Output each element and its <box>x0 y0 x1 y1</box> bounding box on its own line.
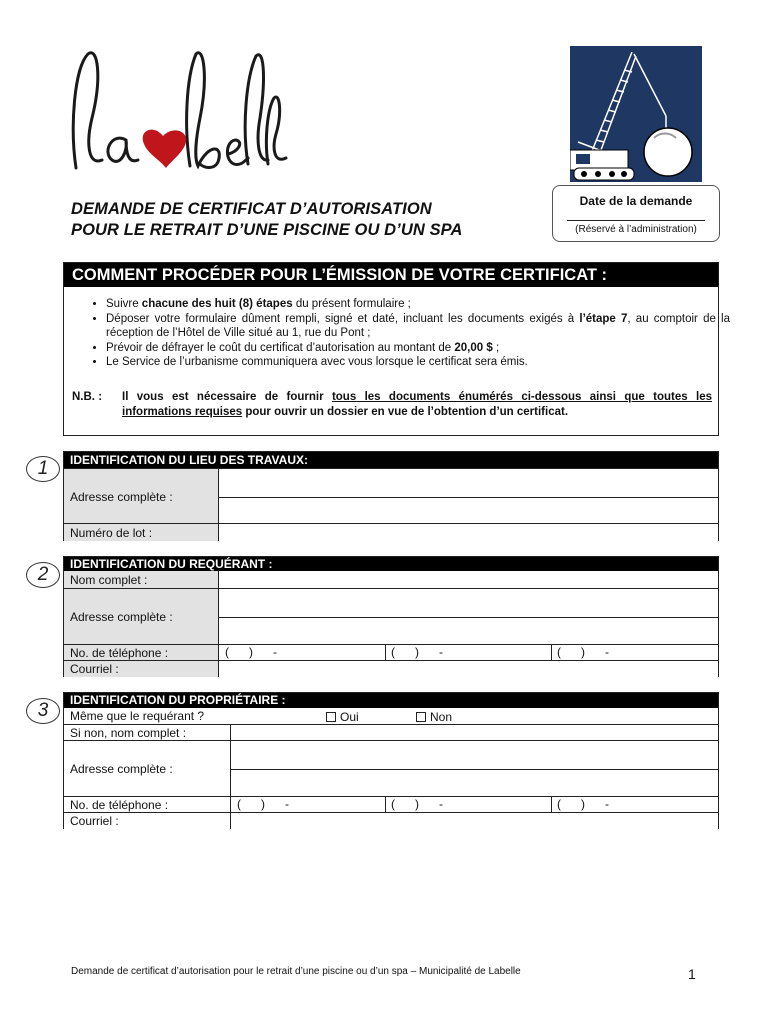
nb-label: N.B. : <box>72 391 103 403</box>
section-applicant <box>63 556 719 677</box>
owner-name-field[interactable] <box>231 725 718 741</box>
applicant-address-field[interactable] <box>219 589 718 645</box>
owner-name-label: Si non, nom complet : <box>64 725 231 741</box>
page-number: 1 <box>688 966 696 982</box>
lot-number-label: Numéro de lot : <box>64 524 219 541</box>
form-title-line1: DEMANDE DE CERTIFICAT D’AUTORISATION <box>71 200 432 218</box>
instructions-heading: COMMENT PROCÉDER POUR L’ÉMISSION DE VOTRE CERTIFICAT : <box>64 263 718 287</box>
section-2-heading: IDENTIFICATION DU REQUÉRANT : <box>64 557 718 571</box>
owner-phone-label: No. de téléphone : <box>64 797 231 813</box>
owner-address-field[interactable] <box>231 741 718 797</box>
date-request-label: Date de la demande <box>579 194 693 208</box>
applicant-phone-field[interactable] <box>219 645 718 661</box>
form-title-line2: POUR LE RETRAIT D’UNE PISCINE OU D’UN SPA <box>71 221 463 239</box>
section-owner <box>63 692 719 829</box>
phone-mask: ( ) - <box>225 645 277 659</box>
instruction-item: • Suivre chacune des huit (8) étapes du présent formulaire ; <box>106 297 730 312</box>
oui-checkbox[interactable]: Oui <box>326 710 359 724</box>
page-footer: Demande de certificat d’autorisation pour le retrait d’une piscine ou d’un spa – Municipalité de Labelle <box>71 966 521 977</box>
applicant-address-label: Adresse complète : <box>64 589 219 645</box>
instruction-item: • Prévoir de défrayer le coût du certificat d’autorisation au montant de 20,00 $ ; <box>106 341 730 356</box>
nb-note: N.B. : Il vous est nécessaire de fournir tous les documents énumérés ci-dessous ainsi que toutes les informations requises pour ouvrir un dossier en vue de l’obtention d’un certificat. <box>72 391 712 418</box>
checkbox-icon <box>416 712 426 722</box>
section-3-heading: IDENTIFICATION DU PROPRIÉTAIRE : <box>64 693 718 708</box>
applicant-email-field[interactable] <box>219 661 718 677</box>
checkbox-icon <box>326 712 336 722</box>
address-label: Adresse complète : <box>64 469 219 524</box>
owner-email-field[interactable] <box>231 813 718 829</box>
section-1-heading: IDENTIFICATION DU LIEU DES TRAVAUX: <box>64 452 718 468</box>
labelle-logo-art <box>68 48 290 178</box>
lot-number-field[interactable] <box>219 524 718 541</box>
owner-email-label: Courriel : <box>64 813 231 829</box>
owner-address-label: Adresse complète : <box>64 741 231 797</box>
instructions-box <box>63 262 731 436</box>
step-2-number: 2 <box>26 562 60 588</box>
work-address-field[interactable] <box>219 469 718 524</box>
applicant-name-field[interactable] <box>219 571 718 588</box>
applicant-email-label: Courriel : <box>64 661 219 677</box>
section-work-location <box>63 451 719 541</box>
phone-mask: ( ) - <box>391 645 443 659</box>
applicant-phone-label: No. de téléphone : <box>64 645 219 661</box>
instruction-item: • Le Service de l’urbanisme communiquera avec vous lorsque le certificat sera émis. <box>106 355 730 370</box>
phone-mask: ( ) - <box>237 797 289 811</box>
phone-mask: ( ) - <box>557 797 609 811</box>
date-request-box <box>552 185 720 242</box>
admin-reserved-note: (Réservé à l’administration) <box>575 224 697 235</box>
date-request-field[interactable] <box>567 220 705 221</box>
owner-phone-field[interactable] <box>231 797 718 813</box>
same-as-applicant-label: Même que le requérant ? <box>64 708 270 724</box>
instructions-list <box>86 297 730 370</box>
labelle-logo <box>68 48 290 178</box>
instruction-item: • Déposer votre formulaire dûment rempli, signé et daté, incluant les documents exigés à l’étape 7, au comptoir de la réception de l’Hôtel de Ville situé au 1, rue du Pont ; <box>106 312 730 341</box>
applicant-name-label: Nom complet : <box>64 571 219 588</box>
step-3-number: 3 <box>26 698 60 724</box>
step-1-number: 1 <box>26 456 60 482</box>
heart-icon <box>143 130 186 168</box>
demolition-crane-image <box>570 46 702 182</box>
phone-mask: ( ) - <box>391 797 443 811</box>
non-checkbox[interactable]: Non <box>416 710 452 724</box>
phone-mask: ( ) - <box>557 645 609 659</box>
